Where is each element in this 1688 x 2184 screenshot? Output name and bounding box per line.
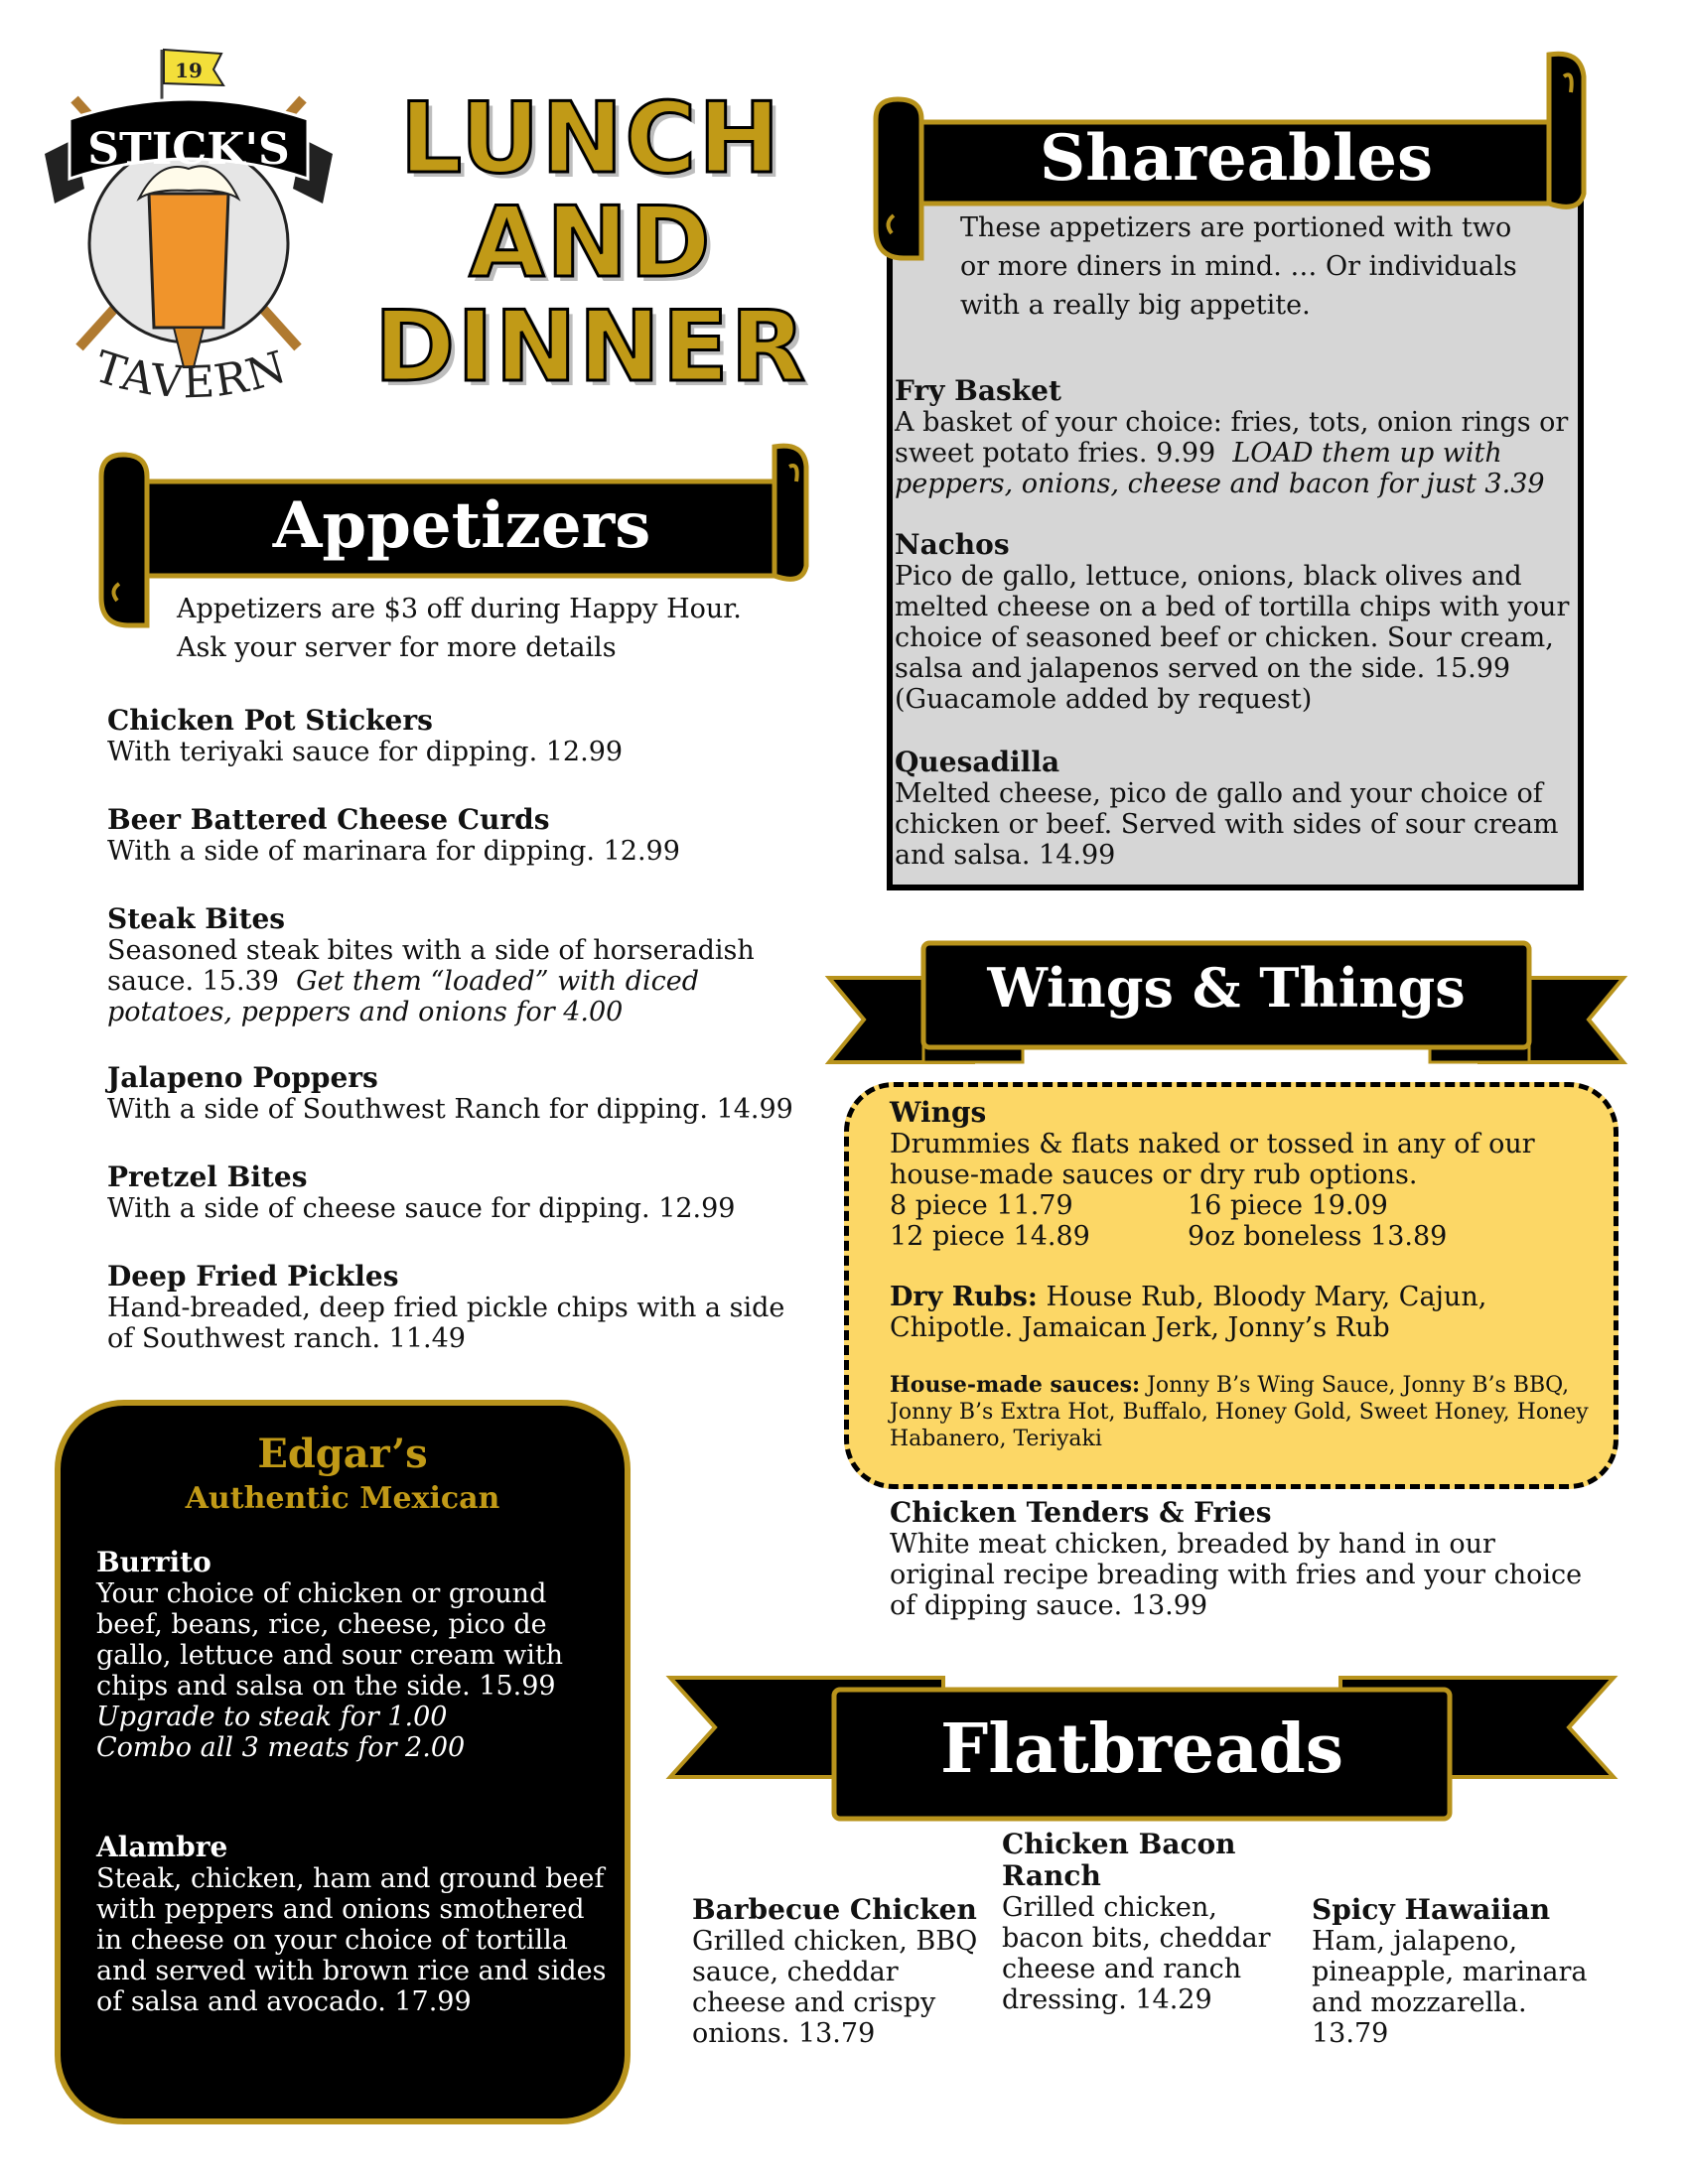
appetizer-item — [107, 804, 802, 867]
item-extra: LOAD them up with peppers, onions, cheese and bacon for just 3.39 — [895, 438, 1545, 499]
item-desc: Seasoned steak bites with a side of horseradish sauce. 15.39 — [107, 935, 755, 997]
flatbreads-heading: Flatbreads — [939, 1709, 1344, 1789]
shareable-item — [895, 529, 1570, 715]
house-sauces — [890, 1372, 1605, 1452]
dry-rubs — [890, 1282, 1595, 1343]
item-desc: Hand-breaded, deep fried pickle chips with a side of Southwest ranch. 11.49 — [107, 1293, 785, 1354]
item-name: Spicy Hawaiian — [1312, 1893, 1551, 1926]
item-name: Burrito — [96, 1546, 211, 1578]
sticks-tavern-logo — [35, 40, 343, 427]
item-desc: Pico de gallo, lettuce, onions, black olives and melted cheese on a bed of tortilla chips with your choice of seasoned beef or chicken. Sour cream, salsa and jalapenos served on the side. 15.99 (Guacamole added by request) — [895, 561, 1570, 715]
item-name: Jalapeno Poppers — [107, 1061, 378, 1094]
shareable-item — [895, 747, 1570, 871]
item-name: Pretzel Bites — [107, 1160, 308, 1193]
item-name: Alambre — [96, 1831, 228, 1863]
item-name: Chicken Tenders & Fries — [890, 1496, 1272, 1529]
shareables-heading: Shareables — [1040, 121, 1433, 196]
title-lunch: LUNCH — [399, 82, 782, 196]
item-extra: Get them “loaded” with diced potatoes, peppers and onions for 4.00 — [107, 966, 700, 1027]
item-desc: With a side of cheese sauce for dipping. 12.99 — [107, 1193, 736, 1224]
item-desc: With a side of Southwest Ranch for dipping. 14.99 — [107, 1094, 793, 1125]
item-desc: With teriyaki sauce for dipping. 12.99 — [107, 737, 624, 767]
item-desc: With a side of marinara for dipping. 12.99 — [107, 836, 680, 867]
wings-price-12: 12 piece 14.89 — [890, 1221, 1090, 1252]
wings-heading: Wings & Things — [987, 956, 1466, 1020]
item-desc: Steak, chicken, ham and ground beef with peppers and onions smothered in cheese on your choice of tortilla and served with brown rice and sides of salsa and avocado. 17.99 — [96, 1863, 607, 2017]
shareables-intro-3: with a really big appetite. — [960, 290, 1311, 321]
dry-rubs-list: House Rub, Bloody Mary, Cajun, Chipotle. Jamaican Jerk, Jonny’s Rub — [890, 1282, 1487, 1343]
item-desc: A basket of your choice: fries, tots, onion rings or sweet potato fries. 9.99 — [895, 407, 1569, 469]
item-desc: Drummies & flats naked or tossed in any of our house-made sauces or dry rub options. — [890, 1129, 1535, 1190]
appetizer-item — [107, 903, 802, 1027]
item-name: Chicken Bacon Ranch — [1002, 1828, 1236, 1892]
sauces-label: House-made sauces: — [890, 1372, 1141, 1398]
item-name: Barbecue Chicken — [692, 1893, 977, 1926]
logo-bottom-text: TAVERN — [88, 341, 294, 409]
item-name: Deep Fried Pickles — [107, 1260, 399, 1293]
wings-price-boneless: 9oz boneless 13.89 — [1188, 1221, 1448, 1252]
logo-top-text: STICK'S — [87, 124, 290, 175]
wings-price-16: 16 piece 19.09 — [1188, 1190, 1388, 1221]
edgars-item — [96, 1547, 613, 1763]
flag-number: 19 — [175, 59, 203, 82]
item-name: Chicken Pot Stickers — [107, 704, 433, 737]
sauces-list: Jonny B’s Wing Sauce, Jonny B’s BBQ, Jonny B’s Extra Hot, Buffalo, Honey Gold, Sweet Honey, Honey Habanero, Teriyaki — [890, 1373, 1589, 1451]
appetizer-item — [107, 1161, 802, 1224]
item-extra: Combo all 3 meats for 2.00 — [96, 1732, 466, 1763]
item-desc: Grilled chicken, BBQ sauce, cheddar cheese and crispy onions. 13.79 — [692, 1926, 978, 2049]
tenders-item — [890, 1497, 1605, 1621]
appetizer-item — [107, 1062, 822, 1125]
title-and: AND — [469, 187, 713, 300]
appetizer-item — [107, 705, 802, 767]
appetizer-item — [107, 1261, 802, 1354]
item-name: Nachos — [895, 528, 1010, 561]
edgars-subtitle: Authentic Mexican — [185, 1481, 500, 1516]
item-extra: Upgrade to steak for 1.00 — [96, 1702, 448, 1732]
flatbread-item — [692, 1894, 990, 2049]
dry-rubs-label: Dry Rubs: — [890, 1282, 1038, 1312]
item-name: Steak Bites — [107, 902, 286, 935]
appetizers-heading: Appetizers — [272, 488, 651, 563]
item-name: Wings — [890, 1096, 987, 1129]
shareables-intro-2: or more diners in mind. … Or individuals — [960, 251, 1517, 282]
item-desc: Ham, jalapeno, pineapple, marinara and mozzarella. 13.79 — [1312, 1926, 1588, 2049]
item-desc: White meat chicken, breaded by hand in our original recipe breading with fries and your choice of dipping sauce. 13.99 — [890, 1529, 1583, 1621]
shareables-intro-1: These appetizers are portioned with two — [960, 212, 1512, 243]
item-name: Quesadilla — [895, 746, 1060, 778]
title-dinner: DINNER — [373, 291, 808, 404]
flatbread-item — [1002, 1829, 1290, 2015]
item-name: Fry Basket — [895, 374, 1061, 407]
item-desc: Grilled chicken, bacon bits, cheddar cheese and ranch dressing. 14.29 — [1002, 1892, 1271, 2015]
edgars-title: Edgar’s — [257, 1431, 428, 1477]
appetizers-note-2: Ask your server for more details — [177, 632, 617, 663]
item-desc: Melted cheese, pico de gallo and your choice of chicken or beef. Served with sides of sour cream and salsa. 14.99 — [895, 778, 1559, 871]
item-desc: Your choice of chicken or ground beef, beans, rice, cheese, pico de gallo, lettuce and sour cream with chips and salsa on the side. 15.99 — [96, 1578, 564, 1702]
wings-price-8: 8 piece 11.79 — [890, 1190, 1073, 1221]
edgars-item — [96, 1832, 613, 2017]
flatbread-item — [1312, 1894, 1610, 2049]
item-name: Beer Battered Cheese Curds — [107, 803, 550, 836]
appetizers-note-1: Appetizers are $3 off during Happy Hour. — [177, 594, 742, 624]
wings-item — [890, 1097, 1595, 1190]
shareable-item — [895, 375, 1570, 499]
